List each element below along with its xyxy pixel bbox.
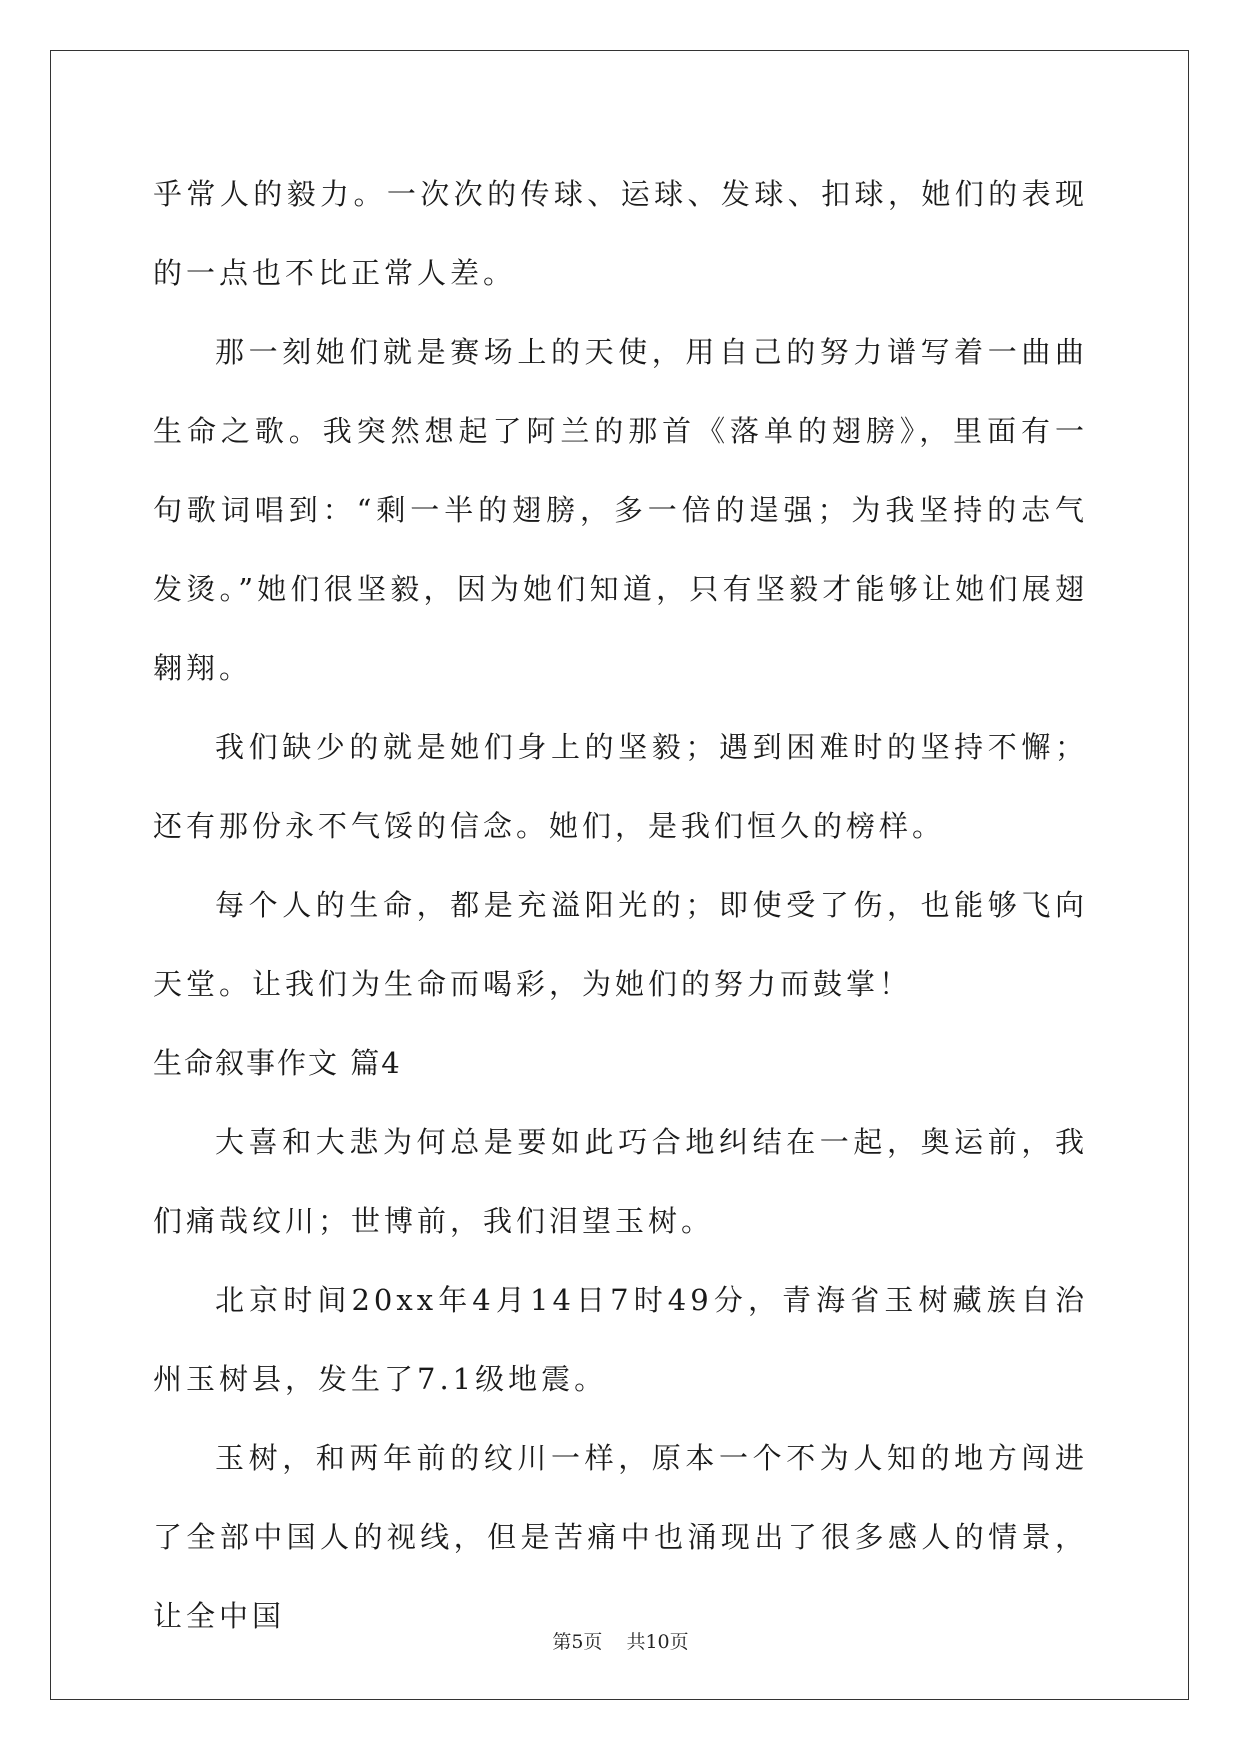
paragraph-1: 乎常人的毅力。一次次的传球、运球、发球、扣球，她们的表现的一点也不比正常人差。 — [153, 177, 1088, 290]
paragraph-2: 那一刻她们就是赛场上的天使，用自己的努力谱写着一曲曲生命之歌。我突然想起了阿兰的那首《落单的翅膀》，里面有一句歌词唱到：“剩一半的翅膀，多一倍的逞强；为我坚持的志气发烫。”她们很坚毅，因为她们知道，只有坚毅才能够让她们展翅翱翔。 — [153, 335, 1088, 685]
paragraph-7: 玉树，和两年前的纹川一样，原本一个不为人知的地方闯进了全部中国人的视线，但是苦痛中也涌现出了很多感人的情景，让全中国 — [153, 1441, 1088, 1633]
paragraph-4: 每个人的生命，都是充溢阳光的；即使受了伤，也能够飞向天堂。让我们为生命而喝彩，为她们的努力而鼓掌！ — [153, 888, 1088, 1001]
paragraph-5: 大喜和大悲为何总是要如此巧合地纠结在一起，奥运前，我们痛哉纹川；世博前，我们泪望玉树。 — [153, 1125, 1088, 1238]
section-heading: 生命叙事作文 篇4 — [153, 1046, 402, 1080]
document-body — [153, 155, 1088, 1656]
page-number: 第5页 — [552, 1631, 603, 1653]
page-total: 共10页 — [626, 1631, 689, 1653]
paragraph-3: 我们缺少的就是她们身上的坚毅；遇到困难时的坚持不懈；还有那份永不气馁的信念。她们，是我们恒久的榜样。 — [153, 730, 1088, 843]
page-footer — [0, 1627, 1241, 1654]
paragraph-6: 北京时间20xx年4月14日7时49分，青海省玉树藏族自治州玉树县，发生了7.1级地震。 — [153, 1283, 1088, 1396]
